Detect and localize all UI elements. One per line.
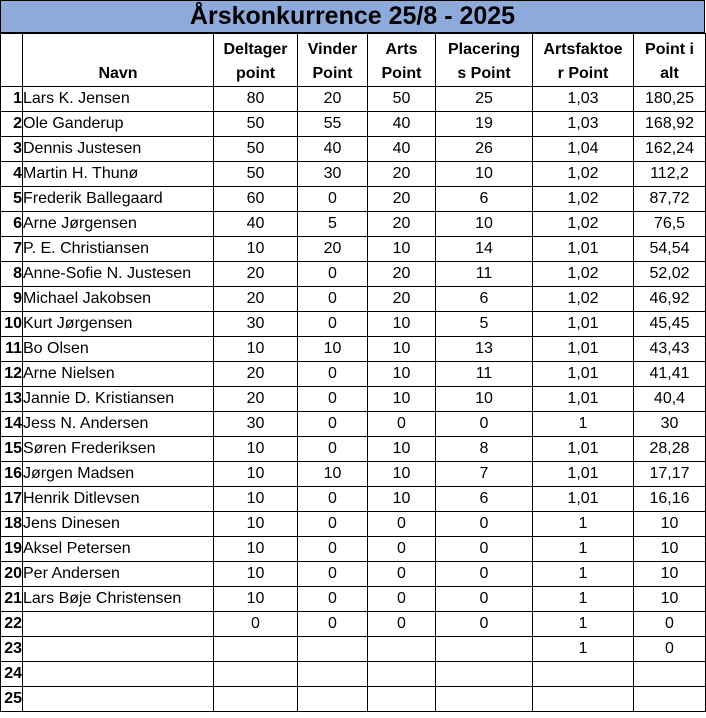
table-row: [1, 312, 706, 337]
header-num: [1, 34, 23, 87]
cell-deltager-point[interactable]: 50: [214, 112, 298, 137]
table-row: [1, 112, 706, 137]
cell-point-i-alt[interactable]: 168,92: [634, 112, 706, 137]
cell-deltager-point[interactable]: 10: [214, 587, 298, 612]
cell-artsfaktor[interactable]: 1,03: [533, 87, 634, 112]
cell-navn[interactable]: Michael Jakobsen: [23, 287, 214, 312]
cell-navn[interactable]: [23, 687, 214, 712]
row-number[interactable]: 3: [1, 137, 23, 162]
header-artsfaktor[interactable]: Artsfaktoe r Point: [533, 34, 634, 87]
cell-point-i-alt[interactable]: 30: [634, 412, 706, 437]
cell-deltager-point[interactable]: 40: [214, 212, 298, 237]
cell-point-i-alt[interactable]: 180,25: [634, 87, 706, 112]
cell-vinder-point[interactable]: 10: [298, 337, 368, 362]
row-number[interactable]: 22: [1, 612, 23, 637]
cell-deltager-point[interactable]: 50: [214, 162, 298, 187]
row-number[interactable]: 20: [1, 562, 23, 587]
cell-arts-point[interactable]: 10: [368, 237, 436, 262]
table-row: [1, 587, 706, 612]
cell-placerings-point[interactable]: 8: [436, 437, 533, 462]
header-vinder[interactable]: Vinder Point: [298, 34, 368, 87]
cell-arts-point[interactable]: 0: [368, 412, 436, 437]
cell-deltager-point[interactable]: 60: [214, 187, 298, 212]
cell-placerings-point[interactable]: 11: [436, 362, 533, 387]
cell-placerings-point[interactable]: 11: [436, 262, 533, 287]
cell-artsfaktor[interactable]: 1,02: [533, 212, 634, 237]
row-number[interactable]: 8: [1, 262, 23, 287]
cell-vinder-point[interactable]: [298, 662, 368, 687]
cell-arts-point[interactable]: 40: [368, 112, 436, 137]
header-total[interactable]: Point i alt: [634, 34, 706, 87]
row-number[interactable]: 15: [1, 437, 23, 462]
cell-arts-point[interactable]: 10: [368, 362, 436, 387]
cell-artsfaktor[interactable]: 1,04: [533, 137, 634, 162]
cell-artsfaktor[interactable]: 1,01: [533, 437, 634, 462]
cell-point-i-alt[interactable]: 10: [634, 562, 706, 587]
cell-placerings-point[interactable]: [436, 662, 533, 687]
table-row: [1, 612, 706, 637]
table-row: [1, 287, 706, 312]
cell-placerings-point[interactable]: 26: [436, 137, 533, 162]
cell-placerings-point[interactable]: 0: [436, 412, 533, 437]
cell-vinder-point[interactable]: 0: [298, 587, 368, 612]
table-row: [1, 337, 706, 362]
table-row: [1, 162, 706, 187]
cell-placerings-point[interactable]: [436, 637, 533, 662]
cell-point-i-alt[interactable]: 0: [634, 637, 706, 662]
cell-arts-point[interactable]: 10: [368, 337, 436, 362]
cell-vinder-point[interactable]: 0: [298, 437, 368, 462]
cell-vinder-point[interactable]: [298, 687, 368, 712]
cell-point-i-alt[interactable]: 41,41: [634, 362, 706, 387]
cell-navn[interactable]: Arne Nielsen: [23, 362, 214, 387]
row-number[interactable]: 11: [1, 337, 23, 362]
cell-navn[interactable]: Ole Ganderup: [23, 112, 214, 137]
cell-point-i-alt[interactable]: 10: [634, 512, 706, 537]
cell-placerings-point[interactable]: 0: [436, 562, 533, 587]
table-row: [1, 637, 706, 662]
row-number[interactable]: 14: [1, 412, 23, 437]
cell-artsfaktor[interactable]: 1,01: [533, 362, 634, 387]
row-number[interactable]: 13: [1, 387, 23, 412]
row-number[interactable]: 21: [1, 587, 23, 612]
cell-artsfaktor[interactable]: 1: [533, 537, 634, 562]
table-row: [1, 437, 706, 462]
cell-point-i-alt[interactable]: 10: [634, 537, 706, 562]
cell-artsfaktor[interactable]: 1: [533, 612, 634, 637]
cell-artsfaktor[interactable]: 1,01: [533, 337, 634, 362]
cell-point-i-alt[interactable]: 17,17: [634, 462, 706, 487]
cell-point-i-alt[interactable]: 76,5: [634, 212, 706, 237]
cell-point-i-alt[interactable]: 112,2: [634, 162, 706, 187]
table-row: [1, 462, 706, 487]
cell-deltager-point[interactable]: 20: [214, 287, 298, 312]
row-number[interactable]: 5: [1, 187, 23, 212]
cell-arts-point[interactable]: [368, 662, 436, 687]
cell-artsfaktor[interactable]: 1,02: [533, 187, 634, 212]
cell-point-i-alt[interactable]: 43,43: [634, 337, 706, 362]
table-row: [1, 562, 706, 587]
cell-deltager-point[interactable]: 0: [214, 612, 298, 637]
cell-navn[interactable]: Jens Dinesen: [23, 512, 214, 537]
cell-vinder-point[interactable]: 20: [298, 237, 368, 262]
cell-artsfaktor[interactable]: 1,01: [533, 487, 634, 512]
cell-arts-point[interactable]: 10: [368, 387, 436, 412]
cell-point-i-alt[interactable]: 46,92: [634, 287, 706, 312]
cell-arts-point[interactable]: 20: [368, 262, 436, 287]
cell-navn[interactable]: Lars Bøje Christensen: [23, 587, 214, 612]
cell-placerings-point[interactable]: 10: [436, 387, 533, 412]
row-number[interactable]: 7: [1, 237, 23, 262]
cell-arts-point[interactable]: 20: [368, 187, 436, 212]
header-row: [1, 34, 706, 87]
cell-placerings-point[interactable]: [436, 687, 533, 712]
cell-artsfaktor[interactable]: 1,01: [533, 462, 634, 487]
cell-vinder-point[interactable]: 30: [298, 162, 368, 187]
cell-placerings-point[interactable]: 0: [436, 537, 533, 562]
cell-navn[interactable]: Jørgen Madsen: [23, 462, 214, 487]
cell-placerings-point[interactable]: 10: [436, 212, 533, 237]
cell-vinder-point[interactable]: 0: [298, 537, 368, 562]
header-deltager[interactable]: Deltager point: [214, 34, 298, 87]
cell-navn[interactable]: Anne-Sofie N. Justesen: [23, 262, 214, 287]
results-table: [0, 33, 706, 712]
row-number[interactable]: 25: [1, 687, 23, 712]
cell-deltager-point[interactable]: 10: [214, 562, 298, 587]
table-row: [1, 512, 706, 537]
cell-placerings-point[interactable]: 5: [436, 312, 533, 337]
cell-deltager-point[interactable]: 50: [214, 137, 298, 162]
cell-navn[interactable]: Frederik Ballegaard: [23, 187, 214, 212]
cell-arts-point[interactable]: [368, 637, 436, 662]
cell-placerings-point[interactable]: 0: [436, 612, 533, 637]
cell-arts-point[interactable]: 0: [368, 537, 436, 562]
cell-artsfaktor[interactable]: [533, 662, 634, 687]
row-number[interactable]: 12: [1, 362, 23, 387]
cell-navn[interactable]: Lars K. Jensen: [23, 87, 214, 112]
table-row: [1, 212, 706, 237]
cell-deltager-point[interactable]: 30: [214, 312, 298, 337]
cell-navn[interactable]: Henrik Ditlevsen: [23, 487, 214, 512]
cell-artsfaktor[interactable]: 1,02: [533, 287, 634, 312]
header-navn[interactable]: Navn: [23, 34, 214, 87]
row-number[interactable]: 19: [1, 537, 23, 562]
cell-artsfaktor[interactable]: 1: [533, 412, 634, 437]
table-row: [1, 412, 706, 437]
cell-arts-point[interactable]: 20: [368, 212, 436, 237]
row-number[interactable]: 9: [1, 287, 23, 312]
table-row: [1, 387, 706, 412]
cell-arts-point[interactable]: 10: [368, 462, 436, 487]
table-row: [1, 262, 706, 287]
cell-vinder-point[interactable]: 0: [298, 362, 368, 387]
cell-vinder-point[interactable]: 5: [298, 212, 368, 237]
cell-deltager-point[interactable]: 10: [214, 487, 298, 512]
table-row: [1, 187, 706, 212]
cell-artsfaktor[interactable]: [533, 687, 634, 712]
cell-vinder-point[interactable]: 10: [298, 462, 368, 487]
cell-placerings-point[interactable]: 7: [436, 462, 533, 487]
cell-deltager-point[interactable]: [214, 637, 298, 662]
row-number[interactable]: 1: [1, 87, 23, 112]
cell-artsfaktor[interactable]: 1: [533, 562, 634, 587]
cell-point-i-alt[interactable]: [634, 662, 706, 687]
cell-navn[interactable]: Dennis Justesen: [23, 137, 214, 162]
cell-vinder-point[interactable]: 55: [298, 112, 368, 137]
row-number[interactable]: 6: [1, 212, 23, 237]
cell-arts-point[interactable]: [368, 687, 436, 712]
cell-arts-point[interactable]: 0: [368, 512, 436, 537]
cell-navn[interactable]: P. E. Christiansen: [23, 237, 214, 262]
table-row: [1, 137, 706, 162]
cell-artsfaktor[interactable]: 1,02: [533, 262, 634, 287]
table-row: [1, 662, 706, 687]
cell-arts-point[interactable]: 40: [368, 137, 436, 162]
cell-navn[interactable]: Søren Frederiksen: [23, 437, 214, 462]
cell-arts-point[interactable]: 0: [368, 612, 436, 637]
cell-navn[interactable]: Jannie D. Kristiansen: [23, 387, 214, 412]
row-number[interactable]: 16: [1, 462, 23, 487]
cell-vinder-point[interactable]: 0: [298, 262, 368, 287]
cell-vinder-point[interactable]: 0: [298, 387, 368, 412]
cell-point-i-alt[interactable]: 10: [634, 587, 706, 612]
cell-deltager-point[interactable]: [214, 662, 298, 687]
cell-arts-point[interactable]: 50: [368, 87, 436, 112]
table-row: [1, 87, 706, 112]
cell-placerings-point[interactable]: 0: [436, 587, 533, 612]
cell-point-i-alt[interactable]: 28,28: [634, 437, 706, 462]
cell-point-i-alt[interactable]: 45,45: [634, 312, 706, 337]
row-number[interactable]: 24: [1, 662, 23, 687]
cell-deltager-point[interactable]: 20: [214, 387, 298, 412]
row-number[interactable]: 17: [1, 487, 23, 512]
table-body: [1, 87, 706, 712]
row-number[interactable]: 23: [1, 637, 23, 662]
cell-deltager-point[interactable]: [214, 687, 298, 712]
cell-deltager-point[interactable]: 10: [214, 512, 298, 537]
cell-placerings-point[interactable]: 6: [436, 487, 533, 512]
cell-placerings-point[interactable]: 6: [436, 287, 533, 312]
table-row: [1, 362, 706, 387]
cell-deltager-point[interactable]: 80: [214, 87, 298, 112]
cell-arts-point[interactable]: 10: [368, 437, 436, 462]
cell-navn[interactable]: Bo Olsen: [23, 337, 214, 362]
cell-vinder-point[interactable]: 0: [298, 612, 368, 637]
cell-navn[interactable]: Aksel Petersen: [23, 537, 214, 562]
cell-point-i-alt[interactable]: 40,4: [634, 387, 706, 412]
cell-placerings-point[interactable]: 0: [436, 512, 533, 537]
cell-vinder-point[interactable]: 0: [298, 562, 368, 587]
cell-deltager-point[interactable]: 10: [214, 337, 298, 362]
row-number[interactable]: 2: [1, 112, 23, 137]
cell-point-i-alt[interactable]: 87,72: [634, 187, 706, 212]
cell-deltager-point[interactable]: 10: [214, 237, 298, 262]
cell-deltager-point[interactable]: 10: [214, 537, 298, 562]
cell-point-i-alt[interactable]: 16,16: [634, 487, 706, 512]
cell-placerings-point[interactable]: 14: [436, 237, 533, 262]
cell-navn[interactable]: Kurt Jørgensen: [23, 312, 214, 337]
cell-point-i-alt[interactable]: 52,02: [634, 262, 706, 287]
row-number[interactable]: 10: [1, 312, 23, 337]
cell-artsfaktor[interactable]: 1,03: [533, 112, 634, 137]
cell-placerings-point[interactable]: 25: [436, 87, 533, 112]
sheet-title: Årskonkurrence 25/8 - 2025: [0, 0, 705, 33]
cell-point-i-alt[interactable]: 162,24: [634, 137, 706, 162]
cell-vinder-point[interactable]: 20: [298, 87, 368, 112]
cell-arts-point[interactable]: 20: [368, 287, 436, 312]
cell-deltager-point[interactable]: 20: [214, 362, 298, 387]
cell-artsfaktor[interactable]: 1,01: [533, 237, 634, 262]
cell-arts-point[interactable]: 0: [368, 587, 436, 612]
cell-navn[interactable]: Arne Jørgensen: [23, 212, 214, 237]
header-arts[interactable]: Arts Point: [368, 34, 436, 87]
cell-vinder-point[interactable]: 0: [298, 512, 368, 537]
cell-navn[interactable]: [23, 662, 214, 687]
cell-artsfaktor[interactable]: 1: [533, 587, 634, 612]
cell-deltager-point[interactable]: 10: [214, 437, 298, 462]
cell-arts-point[interactable]: 0: [368, 562, 436, 587]
cell-point-i-alt[interactable]: 0: [634, 612, 706, 637]
cell-placerings-point[interactable]: 19: [436, 112, 533, 137]
cell-arts-point[interactable]: 10: [368, 312, 436, 337]
cell-vinder-point[interactable]: 0: [298, 487, 368, 512]
cell-point-i-alt[interactable]: [634, 687, 706, 712]
cell-deltager-point[interactable]: 20: [214, 262, 298, 287]
cell-vinder-point[interactable]: [298, 637, 368, 662]
cell-artsfaktor[interactable]: 1,01: [533, 387, 634, 412]
cell-vinder-point[interactable]: 0: [298, 187, 368, 212]
cell-vinder-point[interactable]: 40: [298, 137, 368, 162]
table-row: [1, 537, 706, 562]
cell-navn[interactable]: [23, 612, 214, 637]
cell-deltager-point[interactable]: 10: [214, 462, 298, 487]
cell-point-i-alt[interactable]: 54,54: [634, 237, 706, 262]
cell-navn[interactable]: Jess N. Andersen: [23, 412, 214, 437]
cell-deltager-point[interactable]: 30: [214, 412, 298, 437]
cell-placerings-point[interactable]: 6: [436, 187, 533, 212]
row-number[interactable]: 4: [1, 162, 23, 187]
cell-artsfaktor[interactable]: 1: [533, 512, 634, 537]
cell-placerings-point[interactable]: 13: [436, 337, 533, 362]
cell-vinder-point[interactable]: 0: [298, 412, 368, 437]
cell-artsfaktor[interactable]: 1,02: [533, 162, 634, 187]
cell-arts-point[interactable]: 10: [368, 487, 436, 512]
cell-arts-point[interactable]: 20: [368, 162, 436, 187]
header-placering[interactable]: Placering s Point: [436, 34, 533, 87]
cell-artsfaktor[interactable]: 1,01: [533, 312, 634, 337]
cell-vinder-point[interactable]: 0: [298, 312, 368, 337]
row-number[interactable]: 18: [1, 512, 23, 537]
cell-navn[interactable]: [23, 637, 214, 662]
cell-placerings-point[interactable]: 10: [436, 162, 533, 187]
cell-artsfaktor[interactable]: 1: [533, 637, 634, 662]
cell-navn[interactable]: Per Andersen: [23, 562, 214, 587]
cell-navn[interactable]: Martin H. Thunø: [23, 162, 214, 187]
cell-vinder-point[interactable]: 0: [298, 287, 368, 312]
table-row: [1, 487, 706, 512]
table-row: [1, 237, 706, 262]
table-row: [1, 687, 706, 712]
